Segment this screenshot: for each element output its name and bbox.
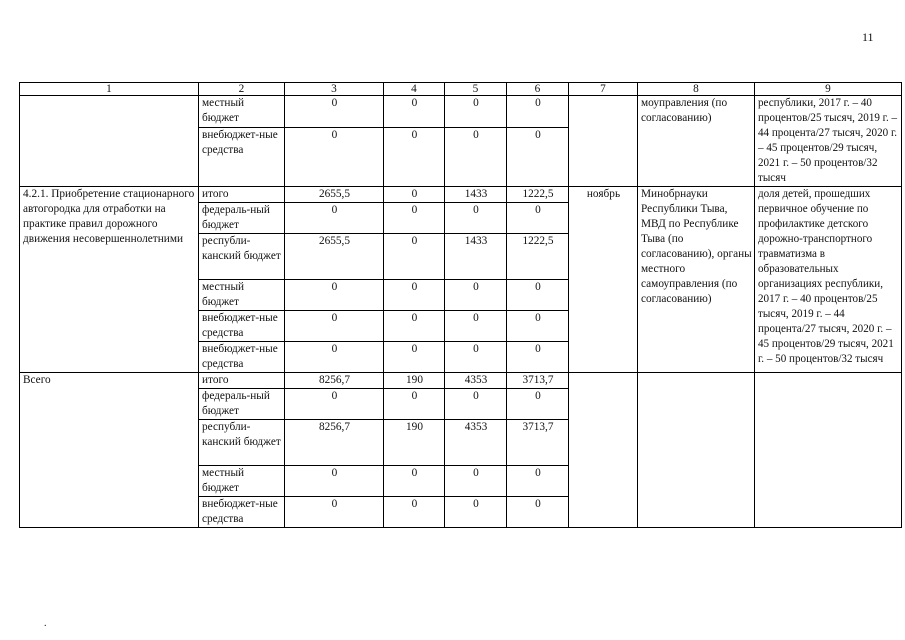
value-col4: 0 — [384, 280, 445, 311]
header-col-9: 9 — [755, 83, 902, 96]
executor-cell: Минобрнауки Республики Тыва, МВД по Республике Тыва (по согласованию), органы местного самоуправления (по согласованию) — [638, 187, 755, 373]
value-col3: 2655,5 — [285, 234, 384, 280]
deadline-cell — [569, 96, 638, 187]
table-row — [20, 96, 902, 128]
value-col6: 0 — [507, 96, 569, 128]
value-col6: 1222,5 — [507, 187, 569, 203]
value-col6: 0 — [507, 280, 569, 311]
funding-source: федераль-ный бюджет — [199, 203, 285, 234]
table-row — [20, 373, 902, 389]
header-col-4: 4 — [384, 83, 445, 96]
value-col5: 0 — [445, 389, 507, 420]
value-col3: 0 — [285, 203, 384, 234]
value-col4: 0 — [384, 466, 445, 497]
header-col-2: 2 — [199, 83, 285, 96]
executor-cell: моуправления (по согласованию) — [638, 96, 755, 187]
funding-source: республи-канский бюджет — [199, 420, 285, 466]
funding-source: местный бюджет — [199, 466, 285, 497]
deadline-cell: ноябрь — [569, 187, 638, 373]
funding-source: федераль-ный бюджет — [199, 389, 285, 420]
value-col4: 190 — [384, 420, 445, 466]
table-row — [20, 187, 902, 203]
funding-source: внебюджет-ные средства — [199, 127, 285, 186]
value-col6: 0 — [507, 497, 569, 528]
value-col6: 0 — [507, 342, 569, 373]
value-col6: 0 — [507, 466, 569, 497]
header-col-5: 5 — [445, 83, 507, 96]
funding-source: местный бюджет — [199, 280, 285, 311]
page-number: 11 — [862, 30, 874, 44]
indicator-cell: республики, 2017 г. – 40 процентов/25 тысяч, 2019 г. – 44 процента/27 тысяч, 2020 г. – 45 процентов/29 тысяч, 2021 г. – 50 процентов/32 тысяч — [755, 96, 902, 187]
value-col5: 4353 — [445, 420, 507, 466]
value-col6: 3713,7 — [507, 420, 569, 466]
value-col5: 4353 — [445, 373, 507, 389]
value-col5: 0 — [445, 203, 507, 234]
value-col5: 1433 — [445, 187, 507, 203]
indicator-cell — [755, 373, 902, 528]
value-col6: 1222,5 — [507, 234, 569, 280]
header-col-6: 6 — [507, 83, 569, 96]
deadline-cell — [569, 373, 638, 528]
value-col4: 190 — [384, 373, 445, 389]
header-col-8: 8 — [638, 83, 755, 96]
value-col3: 0 — [285, 96, 384, 128]
value-col3: 0 — [285, 127, 384, 186]
value-col3: 8256,7 — [285, 373, 384, 389]
value-col4: 0 — [384, 187, 445, 203]
value-col4: 0 — [384, 127, 445, 186]
value-col5: 0 — [445, 342, 507, 373]
value-col3: 0 — [285, 497, 384, 528]
value-col5: 1433 — [445, 234, 507, 280]
funding-source: итого — [199, 373, 285, 389]
funding-source: внебюджет-ные средства — [199, 497, 285, 528]
value-col5: 0 — [445, 96, 507, 128]
value-col3: 0 — [285, 280, 384, 311]
header-col-1: 1 — [20, 83, 199, 96]
value-col6: 3713,7 — [507, 373, 569, 389]
total-label-cell: Всего — [20, 373, 199, 528]
header-col-3: 3 — [285, 83, 384, 96]
funding-source: итого — [199, 187, 285, 203]
funding-source: республи-канский бюджет — [199, 234, 285, 280]
value-col6: 0 — [507, 389, 569, 420]
value-col4: 0 — [384, 497, 445, 528]
value-col3: 0 — [285, 389, 384, 420]
budget-table — [19, 82, 902, 528]
header-row — [20, 83, 902, 96]
value-col5: 0 — [445, 127, 507, 186]
value-col3: 0 — [285, 342, 384, 373]
value-col3: 2655,5 — [285, 187, 384, 203]
header-col-7: 7 — [569, 83, 638, 96]
value-col5: 0 — [445, 466, 507, 497]
value-col3: 0 — [285, 466, 384, 497]
value-col4: 0 — [384, 389, 445, 420]
footer-mark: . — [44, 618, 47, 629]
funding-source: местный бюджет — [199, 96, 285, 128]
value-col4: 0 — [384, 203, 445, 234]
funding-source: внебюджет-ные средства — [199, 311, 285, 342]
measure-name-cell: 4.2.1. Приобретение стационарного автогородка для отработки на практике правил дорожного движения несовершеннолетними — [20, 187, 199, 373]
value-col4: 0 — [384, 342, 445, 373]
value-col5: 0 — [445, 311, 507, 342]
value-col5: 0 — [445, 280, 507, 311]
value-col3: 0 — [285, 311, 384, 342]
value-col6: 0 — [507, 127, 569, 186]
value-col6: 0 — [507, 311, 569, 342]
funding-source: внебюджет-ные средства — [199, 342, 285, 373]
value-col3: 8256,7 — [285, 420, 384, 466]
value-col6: 0 — [507, 203, 569, 234]
value-col5: 0 — [445, 497, 507, 528]
measure-name-cell — [20, 96, 199, 187]
indicator-cell: доля детей, прошедших первичное обучение по профилактике детского дорожно-транспортного травматизма в образовательных организациях республики, 2017 г. – 40 процентов/25 тысяч, 2019 г. – 44 процента/27 тысяч, 2020 г. – 45 процентов/29 тысяч, 2021 г. – 50 процентов/32 тысяч — [755, 187, 902, 373]
value-col4: 0 — [384, 234, 445, 280]
executor-cell — [638, 373, 755, 528]
value-col4: 0 — [384, 311, 445, 342]
value-col4: 0 — [384, 96, 445, 128]
